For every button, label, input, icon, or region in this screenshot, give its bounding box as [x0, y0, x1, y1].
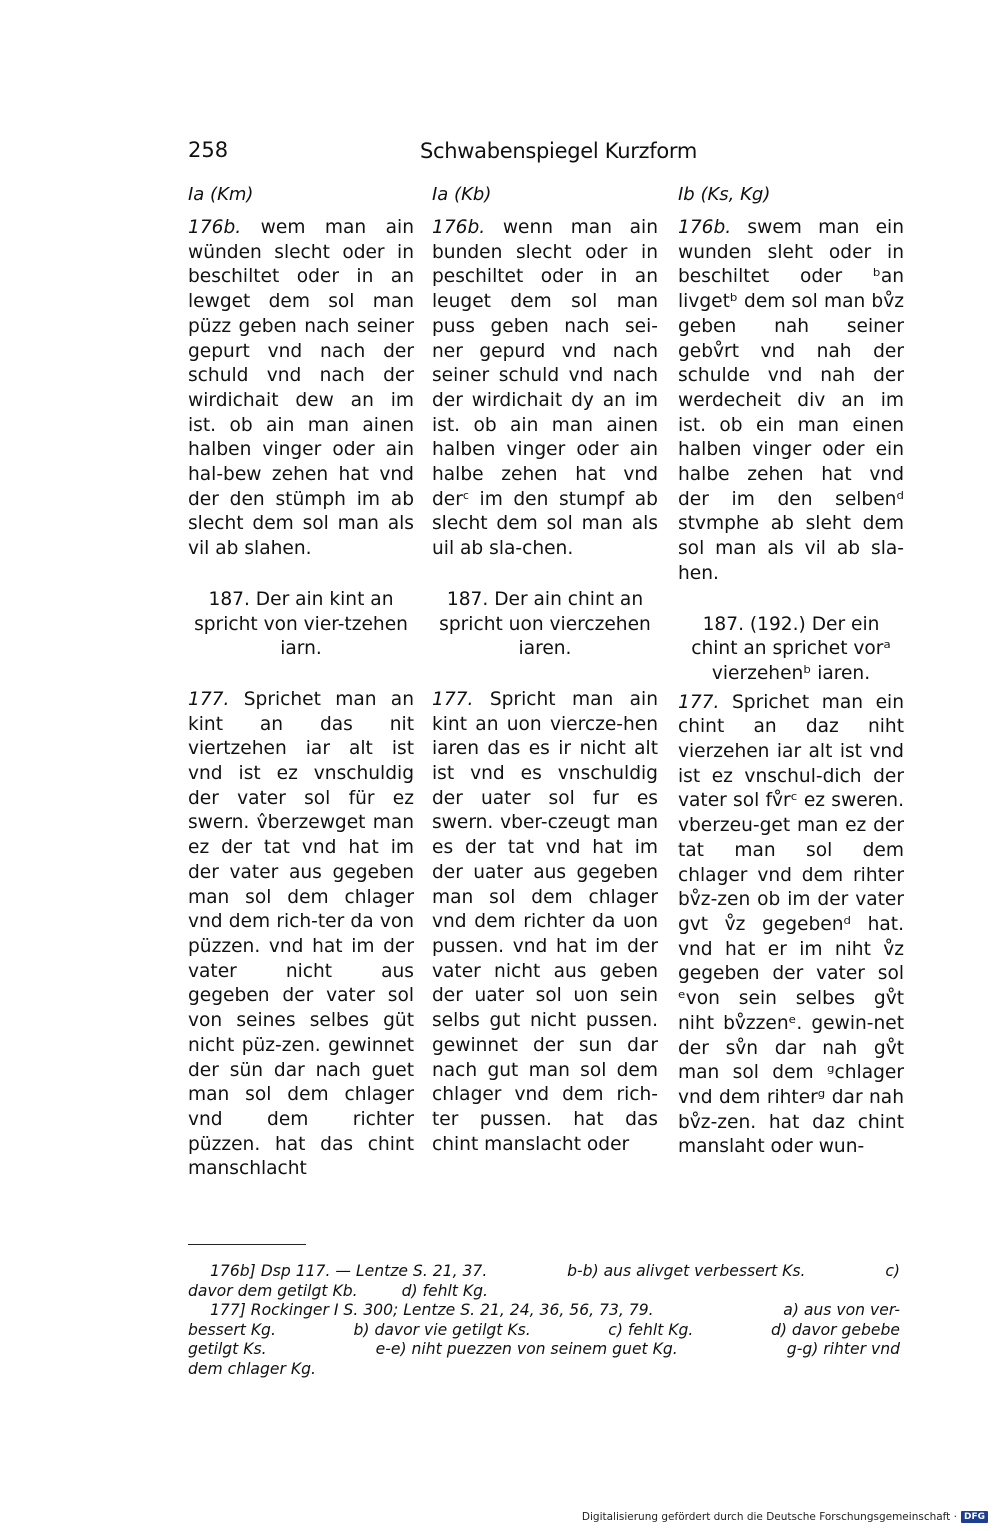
paragraph-number: 176b.	[432, 217, 486, 238]
column-heading: Ia (Km)	[188, 184, 254, 205]
paragraph-177	[678, 691, 904, 1160]
paragraph-text: Spricht man ain kint an uon viercze-hen iaren das es ir nicht alt ist vnd es vnschuldig der uater sol fur es swern. vber-czeugt man es der tat vnd hat im der uater aus gegeben man sol dem chlager vnd dem richter da uon pussen. vnd hat im der vater nicht aus geben der uater sol uon sein selbs gut nicht pussen. gewinnet der sun dar nach gut man sol dem chlager vnd dem rich-ter pussen. hat das chint manslacht oder	[432, 688, 658, 1155]
footnote-segment: a) aus von ver-	[783, 1301, 900, 1320]
paragraph-176b	[188, 216, 414, 562]
column-ks-kg	[678, 182, 904, 1160]
footnote-segment: 176b] Dsp 117. — Lentze S. 21, 37.	[210, 1262, 488, 1280]
paragraph-text: swem man ein wunden sleht oder in beschiltet oder ᵇan livgetᵇ dem sol man bv̊z geben nah seiner gebv̊rt vnd nah der schulde vnd nah der werdecheit div an im ist. ob ein man einen halben vinger oder ein halbe zehen hat vnd der im den selbenᵈ stvmphe ab sleht dem sol man als vil ab sla-hen.	[678, 217, 904, 584]
footnote-line	[188, 1340, 900, 1360]
paragraph-177	[188, 688, 414, 1182]
footnote-segment: 177] Rockinger I S. 300; Lentze S. 21, 24, 36, 56, 73, 79.	[210, 1301, 654, 1320]
dfg-logo-icon: DFG	[961, 1511, 988, 1523]
paragraph-number: 177.	[188, 688, 230, 710]
paragraph-number: 176b.	[678, 217, 732, 238]
footnote-line	[188, 1262, 900, 1282]
paragraph-176b	[678, 216, 904, 587]
paragraph-number: 176b.	[188, 217, 242, 238]
running-head: Schwabenspiegel Kurzform	[420, 139, 698, 163]
paragraph-text: Sprichet man ein chint an daz niht vierzehen iar alt ist vnd ist ez vnschul-dich der vater sol fv̊rᶜ ez sweren. vberzeu-get man ez der tat man sol dem chlager vnd dem rihter bv̊z-zen ob im der vater gvt v̊z gegebenᵈ hat. vnd hat er im niht v̊z gegeben der vater sol ᵉvon sein selbes gv̊t niht bv̊zzenᵉ. gewin-net der sv̊n dar nah gv̊t man sol dem ᵍchlager vnd dem rihterᵍ dar nah bv̊z-zen. hat daz chint manslaht oder wun-	[678, 691, 904, 1158]
footnote-segment: b) davor vie getilgt Ks.	[353, 1320, 531, 1339]
footnote-marker: c	[462, 488, 469, 502]
footnote-segment: davor dem getilgt Kb.	[188, 1281, 358, 1300]
digitization-credit	[582, 1511, 988, 1523]
paragraph-number: 177.	[432, 688, 474, 710]
section-title-187: 187. Der ain chint an spricht uon vierczehen iaren.	[439, 588, 651, 660]
footnote-segment: e-e) niht puezzen von seinem guet Kg.	[375, 1340, 678, 1359]
paragraph-number: 177.	[678, 691, 720, 713]
footnote-segment: g-g) rihter vnd	[786, 1340, 900, 1359]
footnote-segment: bessert Kg.	[188, 1320, 276, 1339]
paragraph-177	[432, 688, 658, 1157]
footnote-segment: b-b) aus alivget verbessert Ks.	[567, 1262, 806, 1280]
footnote-line	[188, 1301, 900, 1321]
footnote-rule	[188, 1244, 306, 1245]
footnote-line	[188, 1321, 900, 1341]
paragraph-text: wenn man ain bunden slecht oder in peschiltet oder in an leuget dem sol man puss geben nach sei-ner gepurd vnd nach seiner schuld vnd nach der wirdichait dy an im ist. ob ain man ainen halben vinger oder ain halbe zehen hat vnd der	[432, 217, 658, 510]
footnote-segment: dem chlager Kg.	[188, 1359, 316, 1378]
column-kb	[432, 182, 658, 1157]
column-heading: Ia (Kb)	[432, 184, 492, 205]
paragraph-text: wem man ain wünden slecht oder in beschiltet oder in an lewget dem sol man püzz geben nach seiner gepurt vnd nach der schuld vnd nach der wirdichait dew an im ist. ob ain man ainen halben vinger oder ain hal-bew zehen hat vnd der den stümph im ab slecht dem sol man als vil ab slahen.	[188, 217, 414, 560]
page-number: 258	[188, 138, 229, 162]
footnotes	[188, 1262, 900, 1380]
column-heading: Ib (Ks, Kg)	[678, 184, 771, 205]
paragraph-text-cont: im den stumpf ab slecht dem sol man als uil ab sla-chen.	[432, 488, 658, 560]
footnote-line	[188, 1282, 900, 1302]
footnote-segment: c)	[885, 1262, 900, 1280]
footnote-line	[188, 1360, 900, 1380]
credit-text: Digitalisierung gefördert durch die Deutsche Forschungsgemeinschaft ·	[581, 1511, 957, 1523]
paragraph-text: Sprichet man an kint an das nit viertzehen iar alt ist vnd ist ez vnschuldig der vater sol für ez swern. v̂berzewget man ez der tat vnd hat im der vater aus gegeben man sol dem chlager vnd dem rich-ter da von püzzen. vnd hat im der vater nicht aus gegeben der vater sol von seines selbes güt nicht püz-zen. gewinnet der sün dar nach guet man sol dem chlager vnd dem richter püzzen. hat das chint manschlacht	[188, 688, 414, 1180]
section-title-187: 187. (192.) Der ein chint an sprichet vorᵃ vierzehenᵇ iaren.	[691, 613, 891, 684]
section-title-187: 187. Der ain kint an spricht von vier-tzehen iarn.	[194, 588, 408, 660]
column-km	[188, 182, 414, 1182]
paragraph-176b	[432, 216, 658, 562]
footnote-segment: d) davor gebebe	[770, 1320, 900, 1339]
footnote-segment: c) fehlt Kg.	[608, 1320, 694, 1339]
footnote-segment: d) fehlt Kg.	[401, 1281, 488, 1300]
footnote-segment: getilgt Ks.	[188, 1340, 267, 1359]
